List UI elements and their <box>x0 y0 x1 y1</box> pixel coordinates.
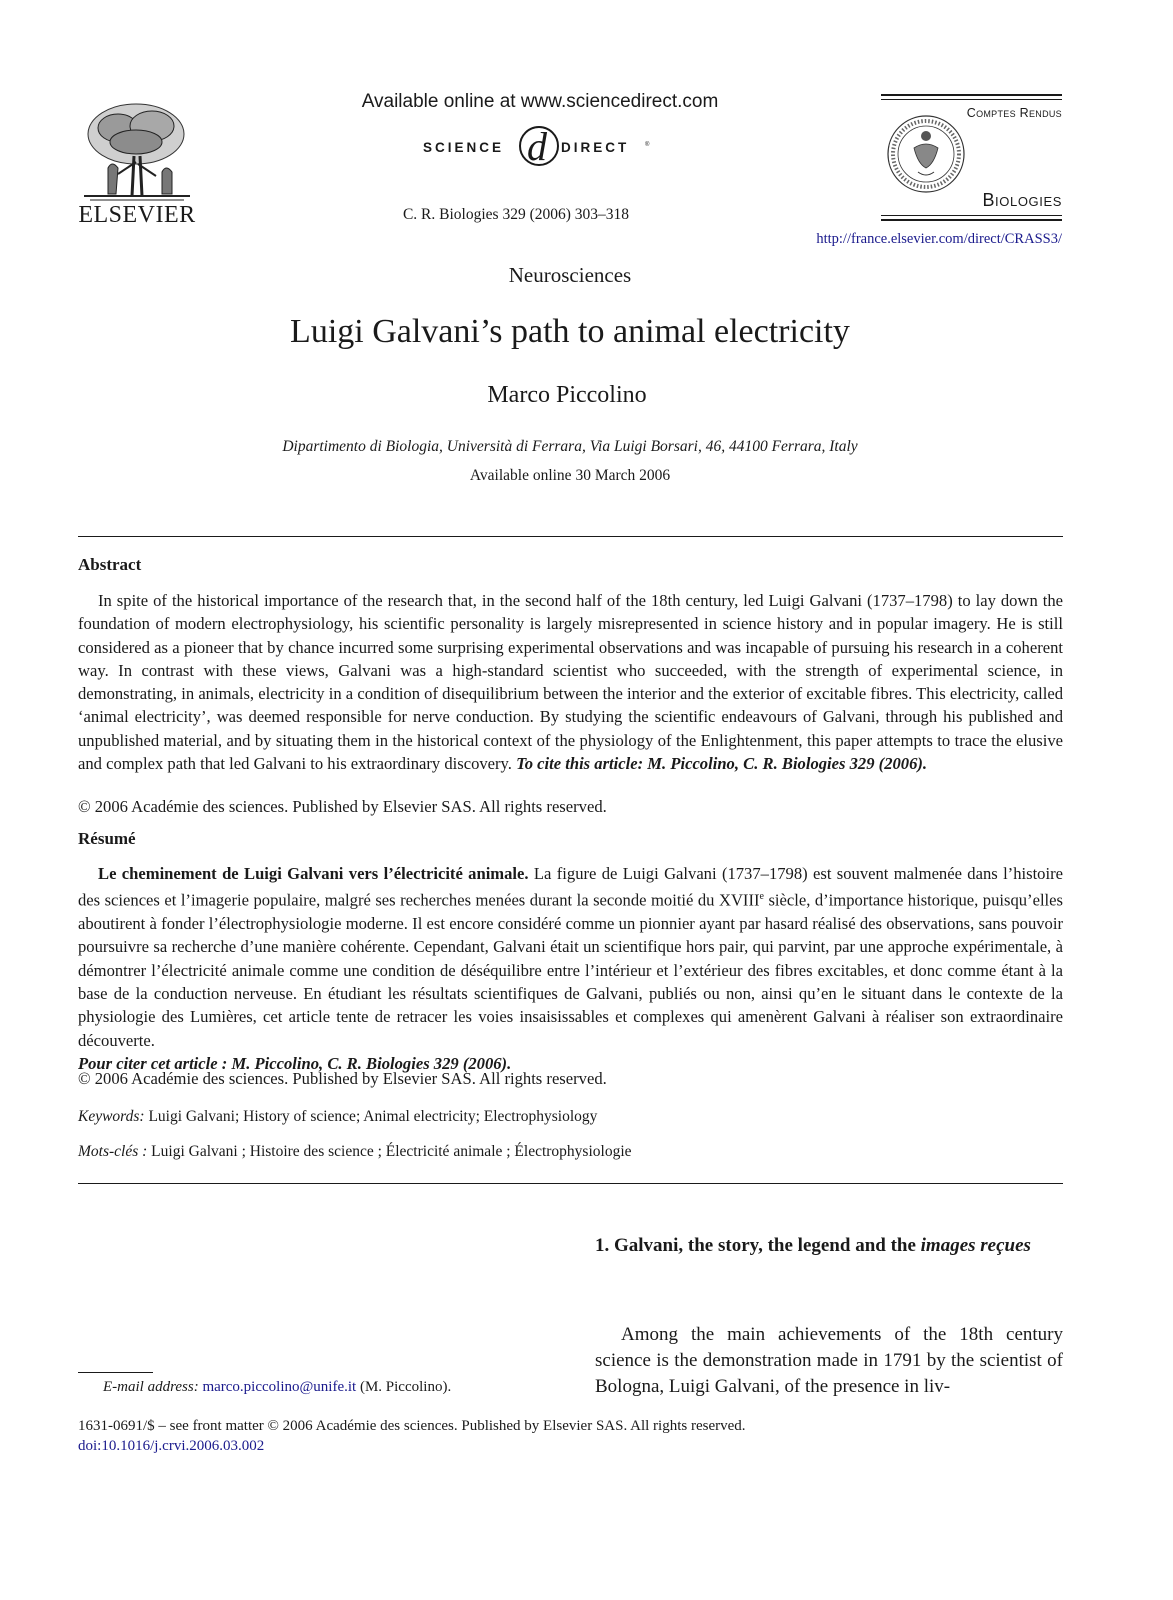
resume-text-a: La figure de Luigi Galvani (1737–1798) est souvent malmenée dans l’histoire des sciences et l’imagerie populaire, malgré ses recherches menées durant la seconde moitié du XVIII <box>78 864 1063 910</box>
journal-reference: C. R. Biologies 329 (2006) 303–318 <box>402 206 630 223</box>
journal-logo-rule <box>881 219 1062 221</box>
resume-copyright: © 2006 Académie des sciences. Published by Elsevier SAS. All rights reserved. <box>78 1069 607 1088</box>
sd-science-word: SCIENCE <box>423 140 505 155</box>
sciencedirect-logo[interactable] <box>423 122 655 170</box>
keywords-value: Luigi Galvani; History of science; Animal electricity; Electrophysiology <box>148 1108 598 1125</box>
footnote-rule <box>78 1372 153 1373</box>
doi-link[interactable]: doi:10.1016/j.crvi.2006.03.002 <box>78 1438 265 1454</box>
journal-logo-rule <box>881 99 1062 100</box>
keywords-line <box>78 1108 597 1126</box>
publisher-name: ELSEVIER <box>78 202 196 228</box>
divider <box>78 536 1063 537</box>
sd-registered-mark: ® <box>645 142 650 148</box>
section-label: Neurosciences <box>508 263 632 287</box>
journal-logo-rule <box>881 94 1062 96</box>
abstract-text: In spite of the historical importance of the research that, in the second half of the 18th century, led Luigi Galvani (1737–1798) to lay down the foundation of modern electrophysiology, his scientific personality is largely misrepresented in science history and in popular imagery. He is still considered as a pioneer that by chance incurred some surprising experimental observations and was incapable of pursuing his research in a coherent way. In contrast with these views, Galvani was a high-standard scientist who succeeded, with the strength of experimental science, in demonstrating, in animals, electricity in a condition of disequilibrium between the interior and the exterior of excitable fibres. This electricity, called ‘animal electricity’, was deemed responsible for nerve conduction. By studying the scientific endeavours of Galvani, through his published and unpublished material, and by situating them in the historical context of the physiology of the Enlightenment, this paper attempts to trace the elusive and complex path that led Galvani to his extraordinary discovery. <box>78 591 1063 774</box>
available-online-text: Available online at www.sciencedirect.com <box>361 91 719 112</box>
author-affiliation: Dipartimento di Biologia, Università di Ferrara, Via Luigi Borsari, 46, 44100 Ferrara, Italy <box>282 438 858 455</box>
resume-superscript: e <box>759 891 764 903</box>
article-title: Luigi Galvani’s path to animal electricity <box>290 313 850 350</box>
section-1-heading <box>595 1233 1063 1259</box>
abstract-citation: To cite this article: M. Piccolino, C. R. Biologies 329 (2006). <box>516 754 928 774</box>
available-date: Available online 30 March 2006 <box>469 467 671 484</box>
sd-direct-word: DIRECT <box>561 140 630 155</box>
footnote-name: (M. Piccolino). <box>359 1379 452 1395</box>
footnote-label: E-mail address: <box>103 1379 199 1395</box>
footnote <box>103 1379 451 1396</box>
divider <box>78 1183 1063 1184</box>
email-link[interactable]: marco.piccolino@unife.it <box>202 1379 357 1395</box>
resume-body <box>78 862 1063 1075</box>
abstract-heading: Abstract <box>78 555 142 574</box>
journal-name-bottom: Biologies <box>982 190 1062 210</box>
sd-at-mark: d <box>527 124 547 169</box>
journal-name-top: Comptes Rendus <box>966 106 1062 120</box>
abstract-body <box>78 589 1063 775</box>
section-1-heading-italic: images reçues <box>920 1235 1031 1256</box>
journal-url-link[interactable]: http://france.elsevier.com/direct/CRASS3/ <box>816 231 1062 247</box>
section-1-heading-text: 1. Galvani, the story, the legend and the <box>595 1235 916 1256</box>
resume-heading: Résumé <box>78 829 136 848</box>
front-matter-line: 1631-0691/$ – see front matter © 2006 Académie des sciences. Published by Elsevier SAS. All rights reserved. <box>78 1418 746 1434</box>
motscles-value: Luigi Galvani ; Histoire des science ; Électricité animale ; Électrophysiologie <box>151 1143 632 1160</box>
abstract-copyright: © 2006 Académie des sciences. Published by Elsevier SAS. All rights reserved. <box>78 797 607 816</box>
resume-citation: Pour citer cet article : M. Piccolino, C. R. Biologies 329 (2006). <box>78 1053 512 1073</box>
resume-text-b: siècle, d’importance historique, puisqu’elles aboutirent à fonder l’électrophysiologie moderne. Il est encore considéré comme un pionnier ayant par hasard réalisé des observations, sans pouvoir poursuivre sa recherche d’une manière cohérente. Cependant, Galvani était un scientifique hors pair, qui parvint, par une approche expérimentale, à démontrer l’électricité animale comme une condition de déséquilibre entre l’intérieur et l’extérieur des fibres excitables, et donc comme étant à la base de la conduction nerveuse. En étudiant les résultats scientifiques de Galvani, publiés ou non, ainsi qu’en le situant dans le contexte de la physiologie des Lumières, cet article tente de retracer les voies insaisissables et complexes qui amenèrent Galvani à réaliser son extraordinaire découverte. <box>78 890 1063 1050</box>
journal-logo-rule <box>881 215 1062 216</box>
motscles-label: Mots-clés : <box>78 1143 148 1160</box>
motscles-line <box>78 1143 632 1161</box>
resume-title: Le cheminement de Luigi Galvani vers l’électricité animale. <box>98 864 529 883</box>
section-1-paragraph: Among the main achievements of the 18th century science is the demonstration made in 1791 by the scientist of Bologna, Luigi Galvani, of the presence in liv- <box>595 1324 1063 1397</box>
keywords-label: Keywords: <box>78 1108 145 1125</box>
author-name: Marco Piccolino <box>487 382 647 408</box>
academy-seal-icon <box>884 112 968 196</box>
